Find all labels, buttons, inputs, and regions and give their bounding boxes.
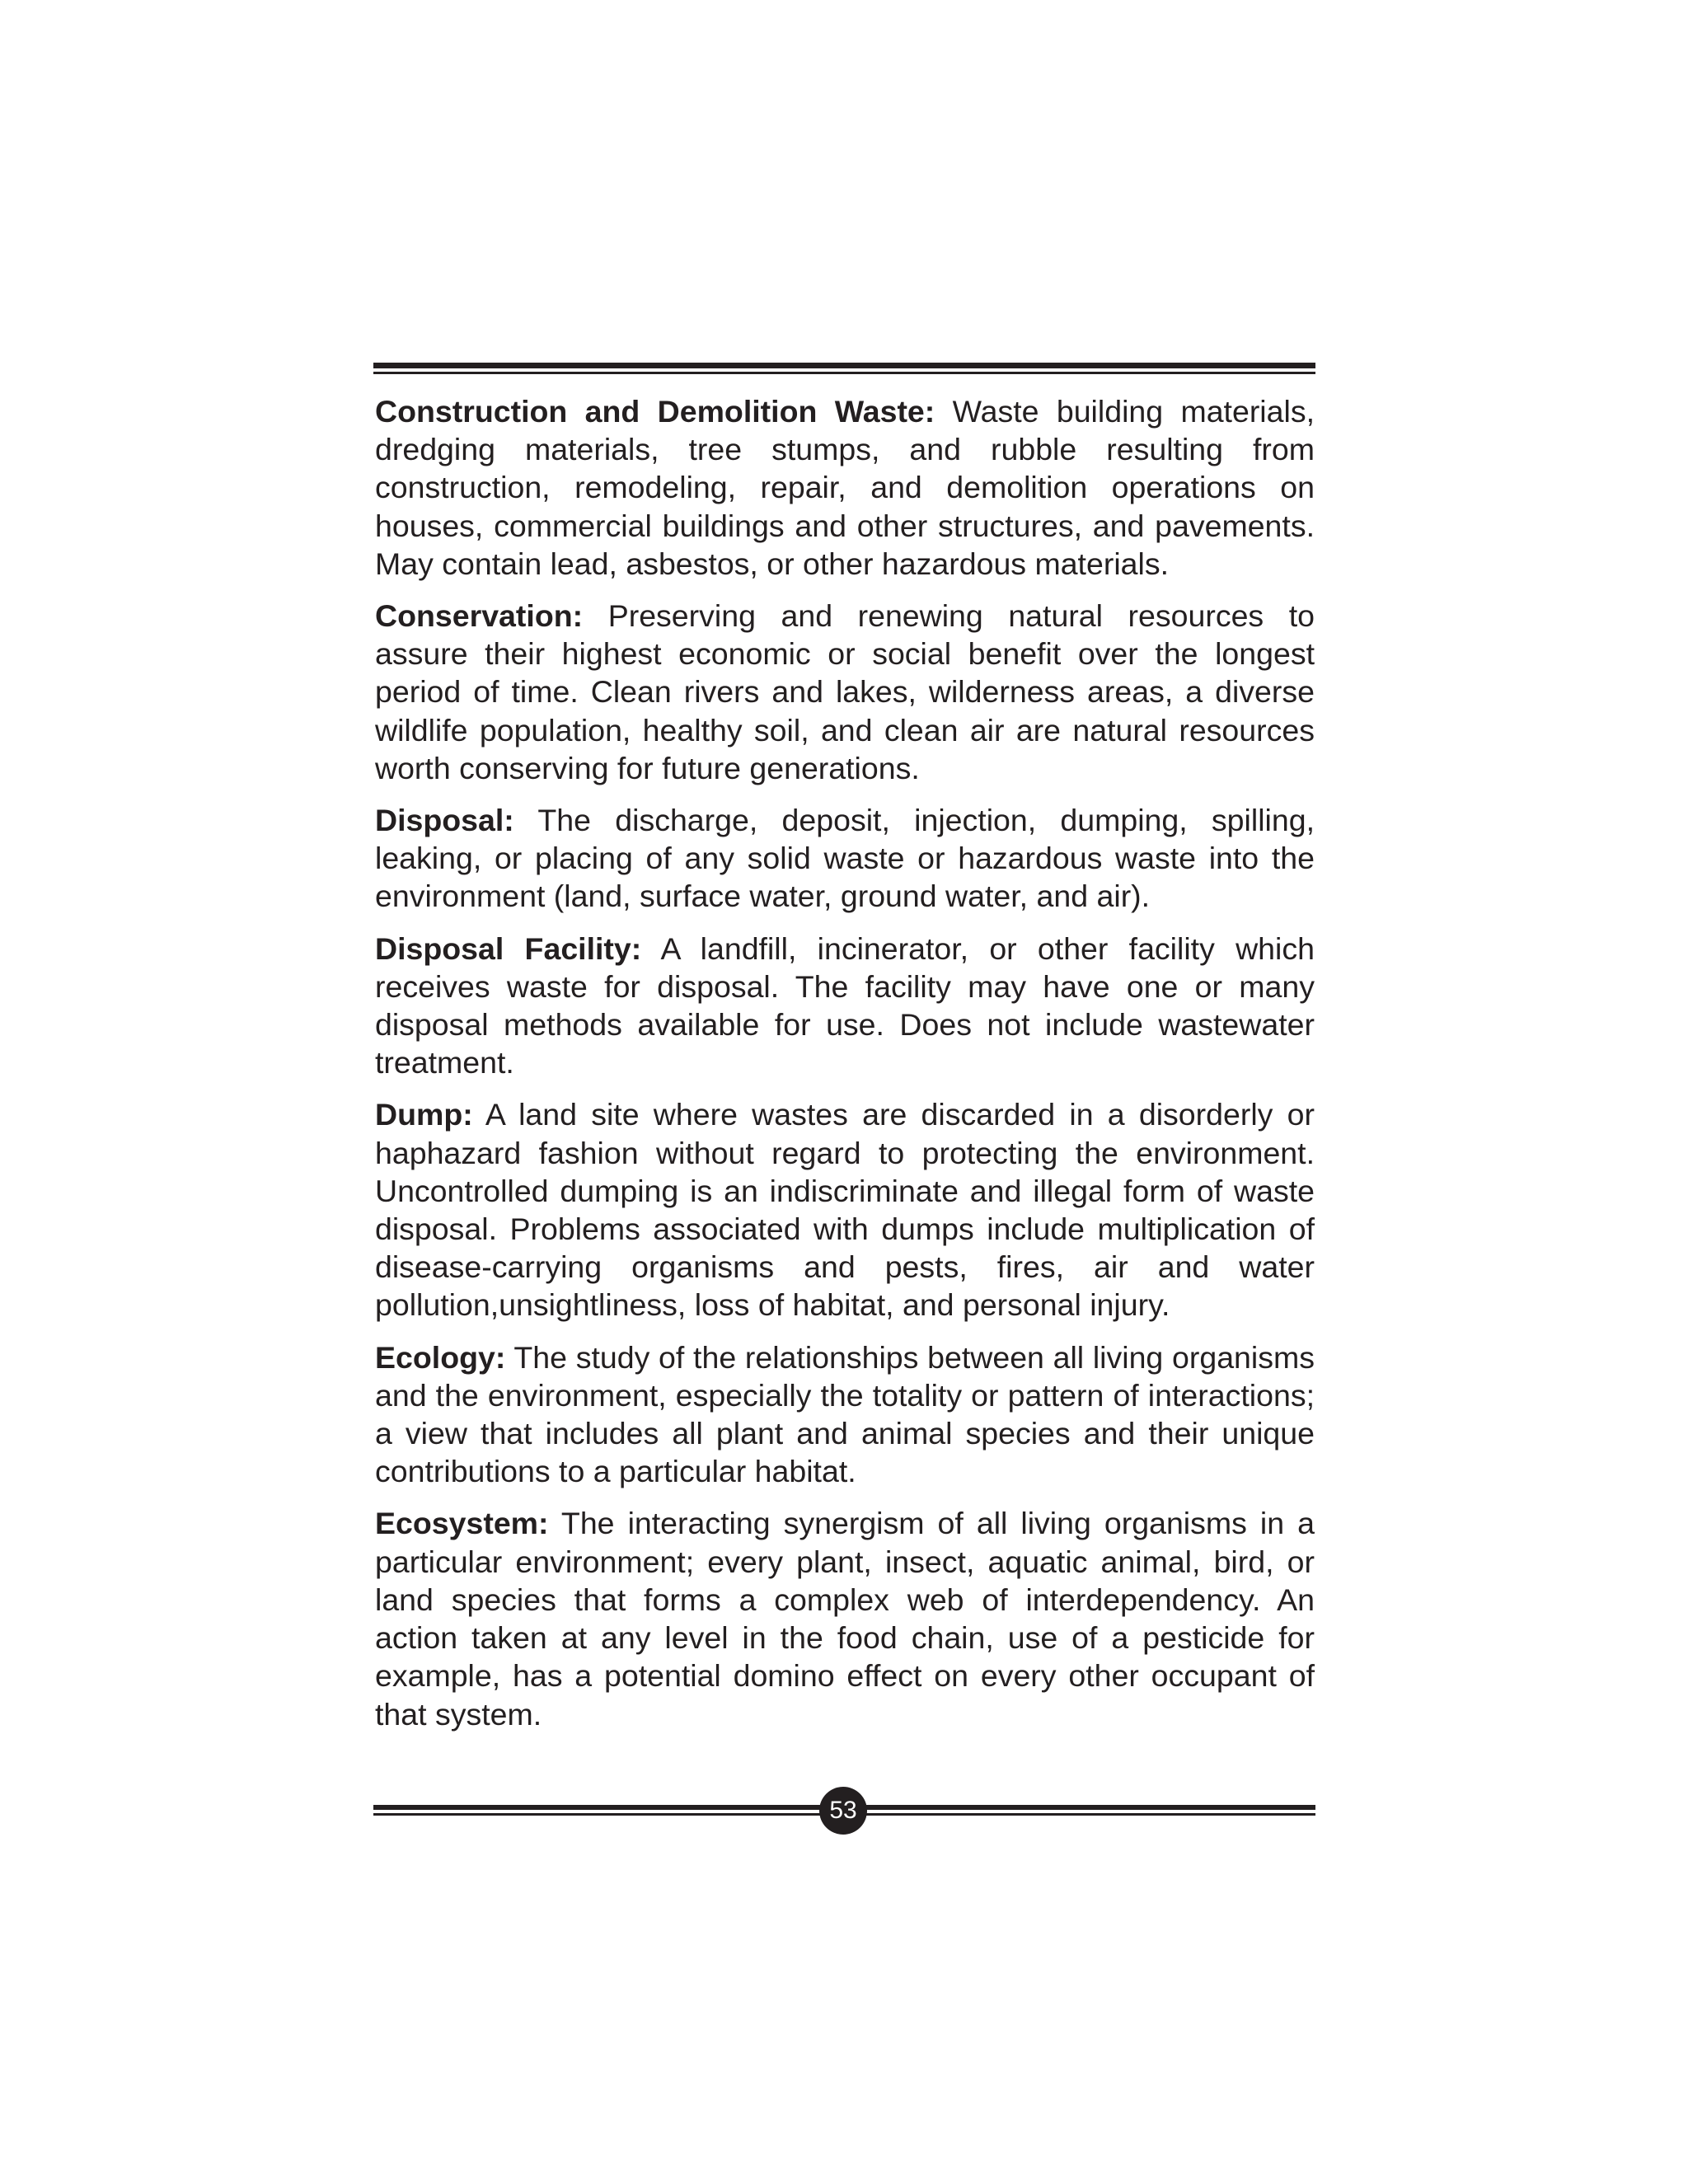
glossary-entry-dump [375, 1095, 1315, 1324]
glossary-definition: Preserving and renewing natural resources to assure their highest economic or social benefit over the longest period of time. Clean rivers and lakes, wilderness areas, a diverse wildlife population, healthy soil, and clean air are natural resources worth conserving for future generations. [375, 598, 1315, 785]
glossary-content [375, 392, 1315, 1747]
glossary-definition: A landfill, incinerator, or other facility which receives waste for disposal. The facility may have one or many disposal methods available for use. Does not include wastewater treatment. [375, 930, 1315, 1080]
glossary-entry-conservation [375, 597, 1315, 787]
glossary-term: Disposal: [375, 803, 514, 838]
glossary-entry-ecology [375, 1338, 1315, 1491]
top-double-rule [373, 363, 1315, 374]
glossary-definition: A land site where wastes are discarded in a disorderly or haphazard fashion without regard to protecting the environment. Uncontrolled dumping is an indiscriminate and illegal form of waste disposal. Problems associated with dumps include multiplication of disease-carrying organisms and pests, fires, air and water pollution,unsightliness, loss of habitat, and personal injury. [375, 1097, 1315, 1323]
glossary-definition: Waste building materials, dredging materials, tree stumps, and rubble resulting from construction, remodeling, repair, and demolition operations on houses, commercial buildings and other structures, and pavements. May contain lead, asbestos, or other hazardous materials. [375, 394, 1315, 581]
top-rule-thin-line [373, 372, 1315, 374]
glossary-definition: The study of the relationships between all living organisms and the environment, especially the totality or pattern of interactions; a view that includes all plant and animal species and their unique contributions to a particular habitat. [375, 1339, 1315, 1489]
glossary-definition: The discharge, deposit, injection, dumping, spilling, leaking, or placing of any solid waste or hazardous waste into the environment (land, surface water, ground water, and air). [375, 803, 1315, 914]
glossary-entry-ecosystem [375, 1504, 1315, 1732]
page-number-badge: 53 [819, 1787, 867, 1835]
glossary-term: Dump: [375, 1097, 473, 1132]
glossary-entry-disposal [375, 801, 1315, 916]
glossary-term: Construction and Demolition Waste: [375, 394, 935, 429]
glossary-entry-construction-demolition-waste [375, 392, 1315, 583]
glossary-term: Ecology: [375, 1339, 506, 1375]
glossary-term: Conservation: [375, 598, 584, 634]
glossary-term: Disposal Facility: [375, 930, 642, 966]
glossary-definition: The interacting synergism of all living organisms in a particular environment; every plant, insect, aquatic animal, bird, or land species that forms a complex web of interdependency. An action taken at any level in the food chain, use of a pesticide for example, has a potential domino effect on every other occupant of that system. [375, 1506, 1315, 1732]
top-rule-thick-line [373, 363, 1315, 368]
glossary-entry-disposal-facility [375, 930, 1315, 1082]
glossary-term: Ecosystem: [375, 1506, 549, 1541]
